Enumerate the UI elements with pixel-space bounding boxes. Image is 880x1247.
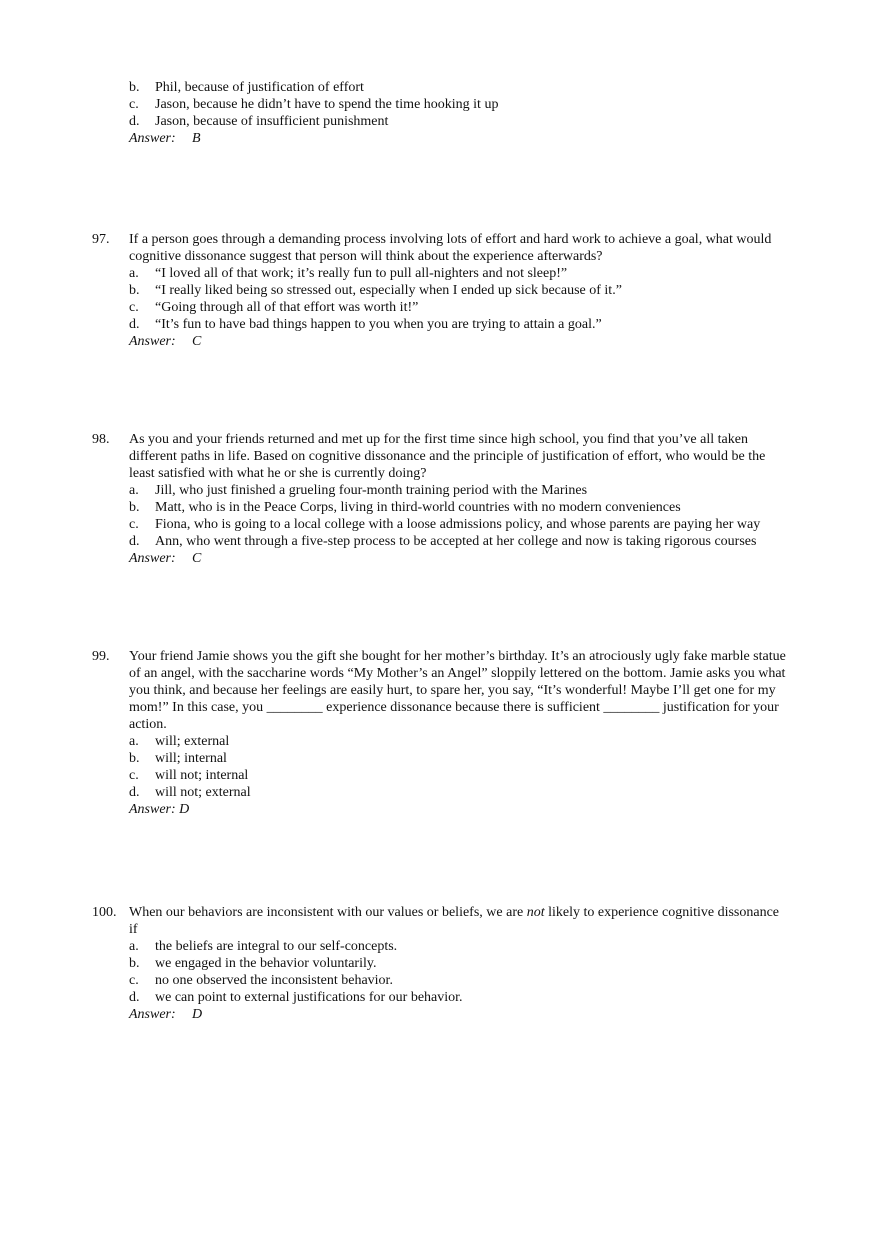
question-number: 98.: [92, 432, 110, 447]
option-letter: a.: [129, 483, 139, 498]
option-c: [0, 972, 880, 989]
answer-label: Answer:: [129, 334, 176, 349]
option-text: Jill, who just finished a grueling four-month training period with the Marines: [155, 483, 588, 498]
question-stem: [0, 648, 880, 733]
question-text: Your friend Jamie shows you the gift she bought for her mother’s birthday. It’s an atrociously ugly fake marble statue of an angel, with the saccharine words “My Mother’s an Angel” sloppily lettered on the bottom. Jamie asks you what you think, and because her feelings are easily hurt, to spare her, you say, “It’s wonderful! Maybe I’ll get one for my mom!” In this case, you ________ experience dissonance because there is sufficient ________ justification for your action.: [129, 649, 786, 732]
question-99: [0, 648, 880, 818]
answer-value: C: [192, 551, 202, 566]
question-96-tail: [0, 79, 880, 147]
answer-label: Answer:: [129, 1007, 176, 1022]
option-letter: b.: [129, 500, 140, 515]
option-d: [0, 316, 880, 333]
option-b: [0, 955, 880, 972]
option-d: [0, 784, 880, 801]
option-letter: c.: [129, 300, 139, 315]
option-b: [0, 750, 880, 767]
option-letter: c.: [129, 97, 139, 112]
option-a: [0, 265, 880, 282]
option-text: Jason, because of insufficient punishment: [155, 114, 389, 129]
option-letter: d.: [129, 990, 140, 1005]
option-text: will; external: [155, 734, 230, 749]
option-d: [0, 989, 880, 1006]
answer-line: [0, 333, 880, 350]
option-letter: d.: [129, 317, 140, 332]
option-a: [0, 733, 880, 750]
option-text: no one observed the inconsistent behavior.: [155, 973, 393, 988]
option-d: [0, 113, 880, 130]
option-text: will not; external: [155, 785, 251, 800]
option-c: [0, 299, 880, 316]
question-text-emphasis: not: [526, 905, 545, 920]
question-text: As you and your friends returned and met up for the first time since high school, you find that you’ve all taken different paths in life. Based on cognitive dissonance and the principle of justification of effort, who would be the least satisfied with what he or she is currently doing?: [129, 432, 766, 481]
answer-line: [0, 1006, 880, 1023]
answer-text: Answer: D: [129, 802, 190, 817]
question-98: [0, 431, 880, 567]
question-text: [129, 904, 789, 938]
option-text: Matt, who is in the Peace Corps, living in third-world countries with no modern conveniences: [155, 500, 681, 515]
option-text: Jason, because he didn’t have to spend the time hooking it up: [155, 97, 499, 112]
option-b: [0, 79, 880, 96]
question-97: [0, 231, 880, 350]
question-text-before: When our behaviors are inconsistent with our values or beliefs, we are: [129, 905, 527, 920]
option-text: we engaged in the behavior voluntarily.: [155, 956, 377, 971]
option-text: “It’s fun to have bad things happen to you when you are trying to attain a goal.”: [155, 317, 602, 332]
option-text: will not; internal: [155, 768, 249, 783]
option-a: [0, 482, 880, 499]
answer-label: Answer:: [129, 551, 176, 566]
question-number: 97.: [92, 232, 110, 247]
question-text: If a person goes through a demanding process involving lots of effort and hard work to achieve a goal, what would cognitive dissonance suggest that person will think about the experience afterwards?: [129, 232, 772, 264]
option-letter: b.: [129, 80, 140, 95]
option-letter: a.: [129, 939, 139, 954]
answer-line: [0, 801, 880, 818]
option-letter: d.: [129, 534, 140, 549]
option-letter: c.: [129, 973, 139, 988]
question-stem: [0, 431, 880, 482]
option-letter: d.: [129, 785, 140, 800]
option-text: will; internal: [155, 751, 227, 766]
answer-value: D: [192, 1007, 203, 1022]
option-text: the beliefs are integral to our self-concepts.: [155, 939, 398, 954]
question-number: 100.: [92, 905, 117, 920]
option-text: Fiona, who is going to a local college with a loose admissions policy, and whose parents are paying her way: [155, 517, 761, 532]
option-letter: b.: [129, 956, 140, 971]
option-d: [0, 533, 880, 550]
answer-value: C: [192, 334, 202, 349]
answer-label: Answer:: [129, 131, 176, 146]
question-100: [0, 904, 880, 1023]
option-letter: a.: [129, 734, 139, 749]
option-letter: d.: [129, 114, 140, 129]
answer-line: [0, 130, 880, 147]
option-c: [0, 767, 880, 784]
question-number: 99.: [92, 649, 110, 664]
option-letter: b.: [129, 283, 140, 298]
option-c: [0, 96, 880, 113]
option-letter: c.: [129, 517, 139, 532]
option-b: [0, 282, 880, 299]
option-letter: a.: [129, 266, 139, 281]
option-letter: b.: [129, 751, 140, 766]
question-text-after: likely to experience cognitive dissonance if: [129, 905, 780, 937]
answer-value: B: [192, 131, 201, 146]
option-text: we can point to external justifications for our behavior.: [155, 990, 463, 1005]
option-text: Ann, who went through a five-step process to be accepted at her college and now is taking rigorous courses: [155, 534, 757, 549]
option-c: [0, 516, 880, 533]
question-stem: [0, 904, 880, 938]
answer-line: [0, 550, 880, 567]
option-text: “I really liked being so stressed out, especially when I ended up sick because of it.”: [155, 283, 622, 298]
option-a: [0, 938, 880, 955]
option-b: [0, 499, 880, 516]
option-letter: c.: [129, 768, 139, 783]
question-stem: [0, 231, 880, 265]
option-text: “Going through all of that effort was worth it!”: [155, 300, 419, 315]
option-text: Phil, because of justification of effort: [155, 80, 364, 95]
option-text: “I loved all of that work; it’s really fun to pull all-nighters and not sleep!”: [155, 266, 568, 281]
